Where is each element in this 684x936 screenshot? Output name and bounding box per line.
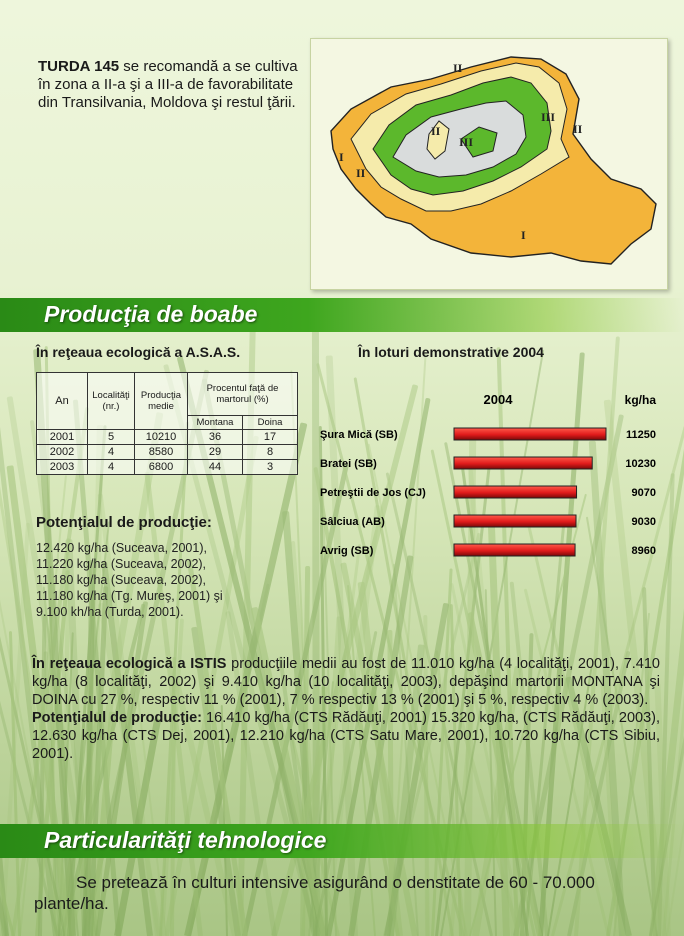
list-item: 11.180 kg/ha (Suceava, 2002), <box>36 573 207 587</box>
bar-label: Bratei (SB) <box>320 458 377 470</box>
list-item: 12.420 kg/ha (Suceava, 2001), <box>36 541 207 555</box>
istis-potential-lead: Potenţialul de producţie: <box>32 710 203 726</box>
zone-label-ii-center: II <box>431 124 441 138</box>
bar-value-label: 9070 <box>631 487 656 499</box>
col-doina: Doina <box>243 416 298 430</box>
cell: 44 <box>188 460 243 475</box>
col-localitati: Localităţi (nr.) <box>88 373 135 430</box>
demo-bar-chart-svg <box>316 388 672 568</box>
bar-label: Sâlciua (AB) <box>320 516 385 528</box>
cell: 5 <box>88 430 135 445</box>
cell: 6800 <box>135 460 188 475</box>
list-item: 9.100 kh/ha (Turda, 2001). <box>36 605 184 619</box>
col-procent: Procentul faţă de martorul (%) <box>188 373 298 416</box>
cell: 3 <box>243 460 298 475</box>
istis-potential-text: 16.410 kg/ha (CTS Rădăuţi, 2001) 15.320 kg/ha, (CTS Rădăuţi, 2003), 12.630 kg/ha (CTS Dej, 2001), 12.210 kg/ha (CTS Satu Mare, 2001), 10.720 kg/ha (CTS Sibiu, 2001). <box>32 710 660 762</box>
section-band-tehnologice <box>0 824 684 858</box>
tech-text: Se pretează în culturi intensive asigurând o denstitate de 60 - 70.000 plante/ha. <box>34 873 595 913</box>
list-item: 11.180 kg/ha (Tg. Mureş, 2001) şi <box>36 589 223 603</box>
bar-value-label: 11250 <box>626 429 656 441</box>
bar-value-label: 9030 <box>631 516 656 528</box>
potential-title: Potenţialul de producţie: <box>36 514 212 531</box>
istis-lead: În reţeaua ecologică a ISTIS <box>32 656 227 672</box>
cell: 10210 <box>135 430 188 445</box>
bar <box>454 515 576 527</box>
intro-text <box>38 58 308 112</box>
demo-heading: În loturi demonstrative 2004 <box>358 344 544 360</box>
variety-name: TURDA 145 <box>38 58 120 75</box>
zone-label-ii-west: II <box>356 166 366 180</box>
col-an: An <box>37 373 88 430</box>
chart-unit-label: kg/ha <box>624 393 656 407</box>
bar-label: Petreştii de Jos (CJ) <box>320 487 426 499</box>
istis-text: producţiile medii au fost de 11.010 kg/ha (4 localităţi, 2001), 7.410 kg/ha (8 localităţi, 2002) şi 9.410 kg/ha (10 localităţi, 2003), depăşind martorii MONTANA şi DOINA cu 27 %, respectiv 11 % (2001), 7 % respectiv 13 % (2001) şi 5 %, respectiv 4 % (2003). <box>32 656 660 708</box>
zone-label-iii-east: III <box>541 110 556 124</box>
bar-label: Avrig (SB) <box>320 545 374 557</box>
bar-value-label: 10230 <box>625 458 656 470</box>
potential-list <box>36 540 223 620</box>
cell: 4 <box>88 445 135 460</box>
cell: 4 <box>88 460 135 475</box>
cell: 2001 <box>37 430 88 445</box>
bar-value-label: 8960 <box>631 545 656 557</box>
col-productia: Producţia medie <box>135 373 188 430</box>
list-item: 11.220 kg/ha (Suceava, 2002), <box>36 557 207 571</box>
zone-label-ii-east: II <box>573 122 583 136</box>
demo-bar-chart <box>316 388 672 568</box>
zone-label-iii-center: III <box>459 135 474 149</box>
bar <box>454 544 575 556</box>
bar <box>454 486 577 498</box>
cell: 8580 <box>135 445 188 460</box>
asas-table <box>36 372 298 475</box>
bar-label: Şura Mică (SB) <box>320 429 398 441</box>
istis-paragraph <box>32 655 660 763</box>
col-montana: Montana <box>188 416 243 430</box>
section-title-productia: Producţia de boabe <box>44 301 258 327</box>
section-title-tehnologice: Particularităţi tehnologice <box>44 827 327 853</box>
zone-label-i-south: I <box>521 228 526 242</box>
zone-label-ii-north: II <box>453 61 463 75</box>
favorability-map <box>310 38 668 290</box>
bar <box>454 457 592 469</box>
asas-heading: În reţeaua ecologică a A.S.A.S. <box>36 344 241 360</box>
bar <box>454 428 606 440</box>
cell: 2003 <box>37 460 88 475</box>
cell: 29 <box>188 445 243 460</box>
zone-label-i-west: I <box>339 150 344 164</box>
intro-body: se recomandă a se cultiva în zona a II-a şi a III-a de favorabilitate din Transilvania, Moldova şi restul ţării. <box>38 58 298 111</box>
cell: 36 <box>188 430 243 445</box>
cell: 2002 <box>37 445 88 460</box>
cell: 17 <box>243 430 298 445</box>
table-row <box>37 430 298 445</box>
table-row <box>37 460 298 475</box>
section-band-productia <box>0 298 684 332</box>
chart-title: 2004 <box>483 392 513 407</box>
table-row <box>37 445 298 460</box>
cell: 8 <box>243 445 298 460</box>
romania-zone-map <box>311 39 667 289</box>
